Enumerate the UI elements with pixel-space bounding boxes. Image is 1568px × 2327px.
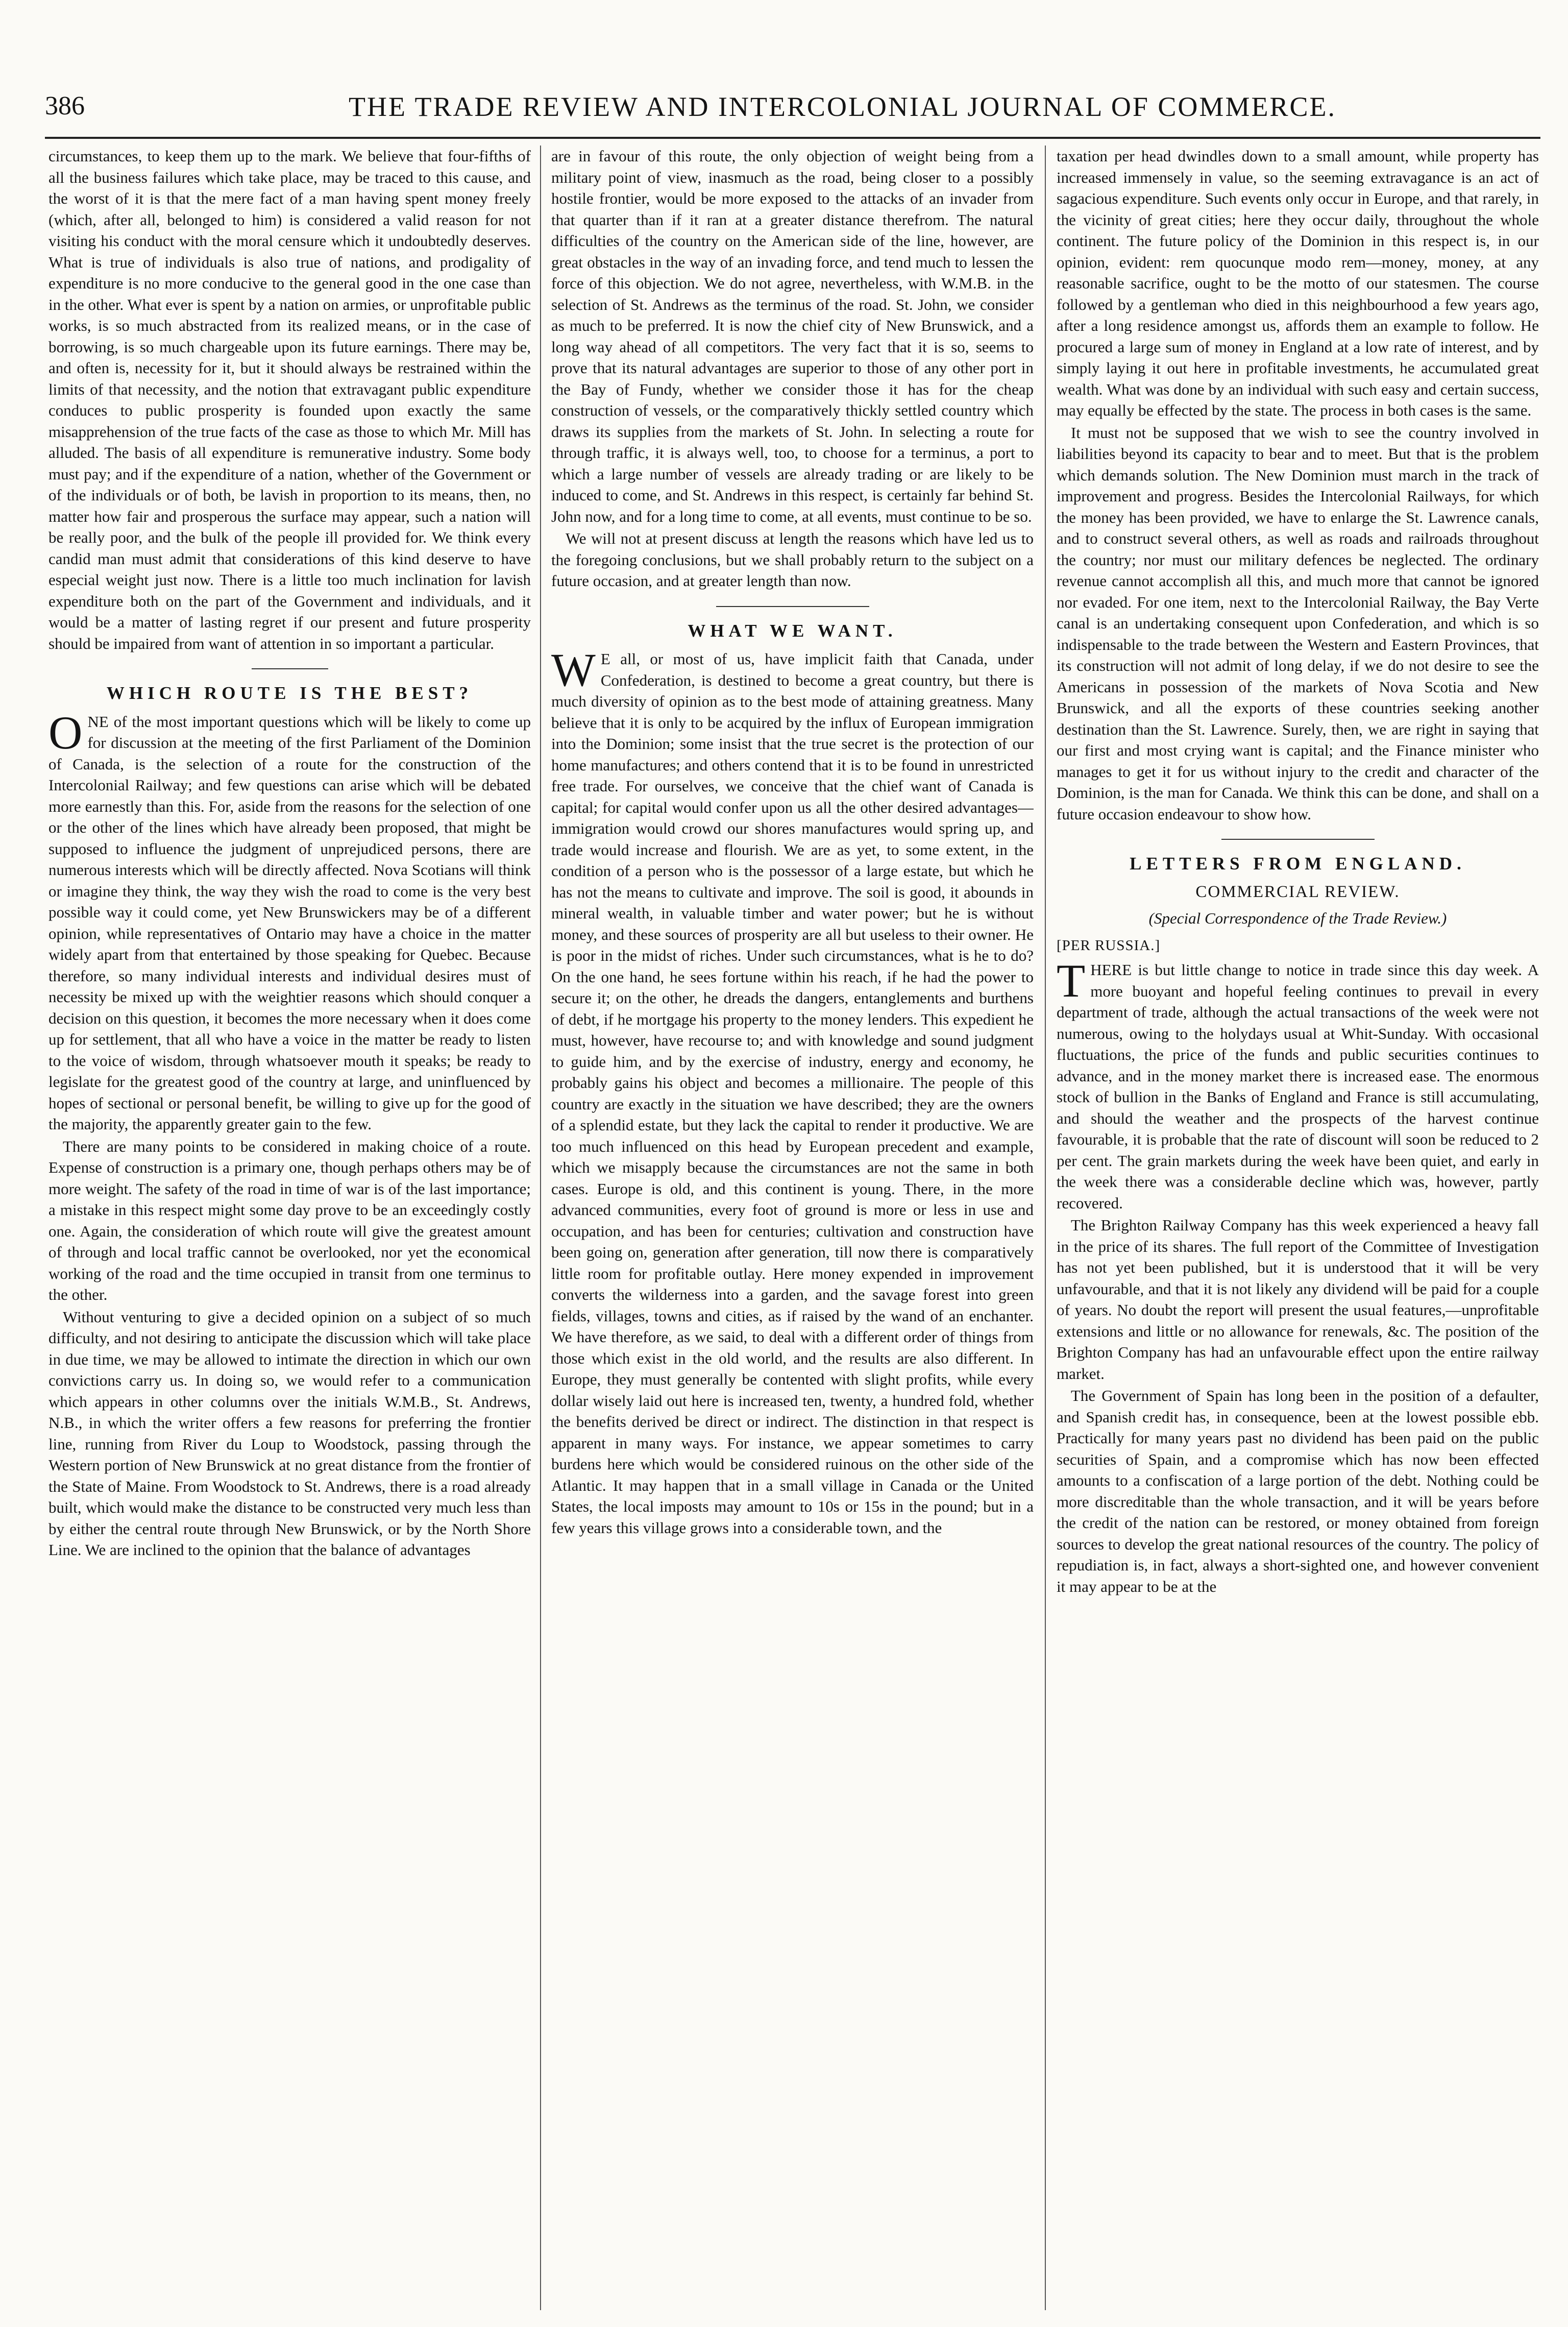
paragraph-text: HERE is but little change to notice in trade since this day week. A more buoyant and hopeful feeling continues to prevail in every department of trade, although the actual transactions of the week were not numerous, owing to the holydays usual at Whit-Sunday. With occasional fluctuations, the price of the funds and public securities continues to advance, and in the money market there is increased ease. The enormous stock of bullion in the Banks of England and France is still accumulating, and should the weather and the prospects of the harvest continue favourable, it is probable that the rate of discount will soon be reduced to 2 per cent. The grain markets during the week have been quiet, and early in the week there was a considerable decline which was, however, partly recovered. — [1057, 961, 1539, 1212]
drop-cap: O — [48, 706, 83, 759]
article-headline-which-route: WHICH ROUTE IS THE BEST? — [106, 683, 473, 703]
drop-cap: W — [551, 644, 596, 696]
page-number: 386 — [45, 91, 85, 120]
article-paragraph: Without venturing to give a decided opinion on a subject of so much difficulty, and not desiring to anticipate the discussion which will take place in due time, we may be allowed to intimate the direction in which our own convictions carry us. In doing so, we would refer to a communication which appears in other columns over the initials W.M.B., St. Andrews, N.B., in which the writer offers a few reasons for preferring the frontier line, running from River du Loup to Woodstock, passing through the Western portion of New Brunswick at no great distance from the frontier of the State of Maine. From Woodstock to St. Andrews, there is a road already built, which would make the distance to be constructed very much less than by either the central route through New Brunswick, or by the North Shore Line. We are inclined to the opinion that the balance of advantages — [48, 1307, 531, 1559]
paragraph-text: NE of the most important questions which will be likely to come up for discussion at the meeting of the first Parliament of the Dominion of Canada, is the selection of a route for the construction of the Intercolonial Railway; and few questions can arise which will be debated more earnestly than this. For, aside from the reasons for the selection of one or the other of the lines which have already been proposed, that might be supposed to influence the judgment of unprejudiced persons, there are numerous interests which will be directly affected. Nova Scotians will think or imagine they think, the way they wish the road to come is the very best possible way it could come, yet New Brunswickers may be of a different opinion, while representatives of Ontario may have a choice in the matter widely apart from that entertained by those speaking for Quebec. Because therefore, so many individual interests and individual desires must of necessity be mixed up with the weightier reasons which should conquer a decision on this question, it becomes the more necessary when it does come up for settlement, that all who have a voice in the matter be ready to listen to the voice of wisdom, through whatsoever mouth it speaks; be ready to legislate for the greatest good of the country at large, and uninfluenced by hopes of sectional or personal benefit, be willing to give up for the good of the majority, the apparently greater gain to the few. — [48, 712, 531, 1133]
column-2 — [551, 146, 1034, 2310]
article-paragraph — [48, 706, 531, 1135]
article-byline: (Special Correspondence of the Trade Review.) — [1148, 909, 1447, 927]
column-3 — [1057, 146, 1539, 2310]
article-paragraph — [1057, 955, 1539, 1214]
article-paragraph: The Brighton Railway Company has this week experienced a heavy fall in the price of its shares. The full report of the Committee of Investigation has not yet been published, but it is understood that it will be very unfavourable, and that it is not likely any dividend will be paid for a couple of years. No doubt the report will present the usual features,—unprofitable extensions and little or no allowance for renewals, &c. The position of the Brighton Company has had an unfavourable effect upon the entire railway market. — [1057, 1216, 1539, 1383]
continued-paragraph: circumstances, to keep them up to the mark. We believe that four-fifths of all the business failures which take place, may be traced to this cause, and the worst of it is that the mere fact of a man having spent money freely (which, after all, belonged to him) is considered a valid reason for not visiting his conduct with the moral censure which it undoubtedly deserves. What is true of individuals is also true of nations, and prodigality of expenditure is no more conducive to the general good in the one case than in the other. What ever is spent by a nation on armies, or unprofitable public works, is so much abstracted from its realized means, or in the case of borrowing, is so much chargeable upon its future earnings. There may be, and often is, necessity for it, but it should always be restrained within the limits of that necessity, and the notion that extravagant public expenditure conduces to public prosperity is founded upon exactly the same misapprehension of the true facts of the case as those to which Mr. Mill has alluded. The basis of all expenditure is remunerative industry. Some body must pay; and if the expenditure of a nation, whether of the Government or of the individuals or of both, be lavish in proportion to its means, then, no matter how fair and prosperous the surface may appear, such a nation will be really poor, and the bulk of the people ill provided for. We think every candid man must admit that considerations of this kind deserve to have especial weight just now. There is a little too much inclination for lavish expenditure both on the part of the Government and individuals, and it would be a matter of lasting regret if our present and future prosperity should be impaired from want of attention in so important a particular. — [48, 147, 531, 652]
article-dateline: [PER RUSSIA.] — [1057, 937, 1161, 954]
column-1 — [48, 146, 531, 2310]
page-header — [45, 86, 1538, 127]
article-paragraph: There are many points to be considered in making choice of a route. Expense of construction is a primary one, though perhaps others may be of more weight. The safety of the road in time of war is of the last importance; a mistake in this respect might some day prove to be an exceedingly costly one. Again, the consideration of which route will give the greatest amount of through and local traffic cannot be overlooked, nor yet the economical working of the road and the time occupied in transit from one terminus to the other. — [48, 1137, 531, 1303]
drop-cap: T — [1057, 955, 1086, 1007]
journal-title: THE TRADE REVIEW AND INTERCOLONIAL JOURNAL OF COMMERCE. — [349, 91, 1336, 122]
column-divider — [540, 146, 541, 2310]
article-subheading: COMMERCIAL REVIEW. — [1195, 882, 1400, 901]
continued-paragraph: are in favour of this route, the only objection of weight being from a military point of view, inasmuch as the road, being closer to a possibly hostile frontier, would be more exposed to the attacks of an invader from that quarter than if it ran at a greater distance therefrom. The natural difficulties of the country on the American side of the line, however, are great obstacles in the way of an invading force, and tend much to lessen the force of this objection. We do not agree, nevertheless, with W.M.B. in the selection of St. Andrews as the terminus of the road. St. John, we consider as much to be preferred. It is now the chief city of New Brunswick, and a long way ahead of all competitors. The very fact that it is so, seems to prove that its natural advantages are superior to those of any other port in the Bay of Fundy, whether we consider those it has for the cheap construction of vessels, or the comparatively thickly settled country which draws its supplies from the markets of St. John. In selecting a route for through traffic, it is always well, too, to choose for a terminus, a port to which a large number of vessels are already trading or are likely to be induced to come, and St. Andrews in this respect, is certainly far behind St. John now, and for a long time to come, at all events, must continue to be so. — [551, 147, 1034, 525]
article-separator — [1221, 839, 1375, 840]
article-paragraph: We will not at present discuss at length the reasons which have led us to the foregoing conclusions, but we shall probably return to the subject on a future occasion, and at greater length than now. — [551, 529, 1034, 590]
article-headline-what-we-want: WHAT WE WANT. — [688, 620, 897, 641]
article-separator — [252, 668, 328, 669]
article-paragraph — [551, 644, 1034, 1538]
article-paragraph: The Government of Spain has long been in the position of a defaulter, and Spanish credit has, in consequence, been at the lowest possible ebb. Practically for many years past no dividend has been paid on the public securities of Spain, and a compromise which has now been effected amounts to a confiscation of a large portion of the debt. Nothing could be more discreditable than the whole transaction, and it will be years before the credit of the nation can be restored, or money obtained from foreign sources to develop the great national resources of the country. The policy of repudiation is, in fact, always a short-sighted one, and however convenient it may appear to be at the — [1057, 1387, 1539, 1595]
continued-paragraph: taxation per head dwindles down to a small amount, while property has increased immensely in value, so the seeming extravagance is an act of sagacious expenditure. Such events only occur in Europe, and that rarely, in the vicinity of great cities; here they occur daily, throughout the whole continent. The future policy of the Dominion in this respect is, in our opinion, evident: rem quocunque modo rem—money, money, at any reasonable sacrifice, ought to be the motto of our statesmen. The course followed by a gentleman who died in this neighbourhood a few years ago, after a long residence amongst us, affords them an example to follow. He procured a large sum of money in England at a low rate of interest, and by simply laying it out here in profitable investments, he accumulated great wealth. What was done by an individual with such easy and certain success, may equally be effected by the state. The process in both cases is the same. — [1057, 147, 1539, 419]
article-headline-letters-from-england: LETTERS FROM ENGLAND. — [1130, 854, 1466, 874]
paragraph-text: E all, or most of us, have implicit faith that Canada, under Confederation, is destined to become a great country, but there is much diversity of opinion as to the best mode of attaining greatness. Many believe that it is only to be acquired by the influx of European immigration into the Dominion; some insist that the true secret is the protection of our home manufactures; and others contend that it is to be found in unrestricted free trade. For ourselves, we conceive that the chief want of Canada is capital; for capital would confer upon us all the other desired advantages—immigration would crowd our shores manufactures would spring up, and trade would increase and flourish. We are as yet, to some extent, in the condition of a person who is the possessor of a large estate, but which he has not the means to cultivate and improve. The soil is good, it abounds in mineral wealth, in valuable timber and water power; but he is without money, and these sources of prosperity are all but useless to their owner. He is poor in the midst of riches. Under such circumstances, what is he to do? On the one hand, he sees fortune within his reach, if he had the power to secure it; on the other, he dreads the dangers, entanglements and burthens of debt, if he mortgage his property to the money lenders. This expedient he must, however, have recourse to; and with knowledge and sound judgment to guide him, and by the exercise of industry, energy and economy, he probably gains his object and becomes a millionaire. The people of this country are exactly in the situation we have described; they are the owners of a splendid estate, but they lack the capital to render it productive. We are too much influenced on this head by European precedent and example, which we misapply because the circumstances are not the same in both cases. Europe is old, and this continent is young. There, in the more advanced communities, every foot of ground is more or less in use and occupation, and has been for centuries; cultivation and construction have been going on, generation after generation, till now there is comparatively little room for profitable outlay. Here money expended in improvement converts the wilderness into a garden, and the savage forest into green fields, villages, towns and cities, as if raised by the wand of an enchanter. We have therefore, as we said, to deal with a different order of things from those which exist in the old world, and the results are also different. In Europe, they must generally be contented with slight profits, while every dollar wisely laid out here is increased ten, twenty, a hundred fold, whether the benefits derived be direct or indirect. The distinction in that respect is apparent in many ways. For instance, we appear sometimes to carry burdens here which would be considered ruinous on the other side of the Atlantic. It may happen that in a small village in Canada or the United States, the local imposts may amount to 10s or 15s in the pound; but in a few years this village grows into a considerable town, and the — [551, 650, 1034, 1537]
header-rule — [45, 137, 1540, 139]
column-divider — [1045, 146, 1046, 2310]
article-separator — [716, 606, 869, 607]
article-paragraph: It must not be supposed that we wish to see the country involved in liabilities beyond its capacity to bear and to meet. But that is the problem which demands solution. The New Dominion must march in the track of improvement and progress. Besides the Intercolonial Railways, for which the money has been provided, we have to enlarge the St. Lawrence canals, and to construct several others, as well as roads and railroads throughout the country; nor must our military defences be neglected. The ordinary revenue cannot accomplish all this, and much more that cannot be ignored nor evaded. For one item, next to the Intercolonial Railway, the Bay Verte canal is an undertaking consequent upon Confederation, and which is so indispensable to the trade between the Western and Eastern Provinces, that its construction will not admit of long delay, if we do not desire to see the Americans in possession of the markets of Nova Scotia and New Brunswick, and all the exports of these countries seeking another destination than the St. Lawrence. Surely, then, we are right in saying that our first and most crying want is capital; and the Finance minister who manages to get it for us without injury to the credit and character of the Dominion, is the man for Canada. We think this can be done, and shall on a future occasion endeavour to show how. — [1057, 423, 1539, 823]
